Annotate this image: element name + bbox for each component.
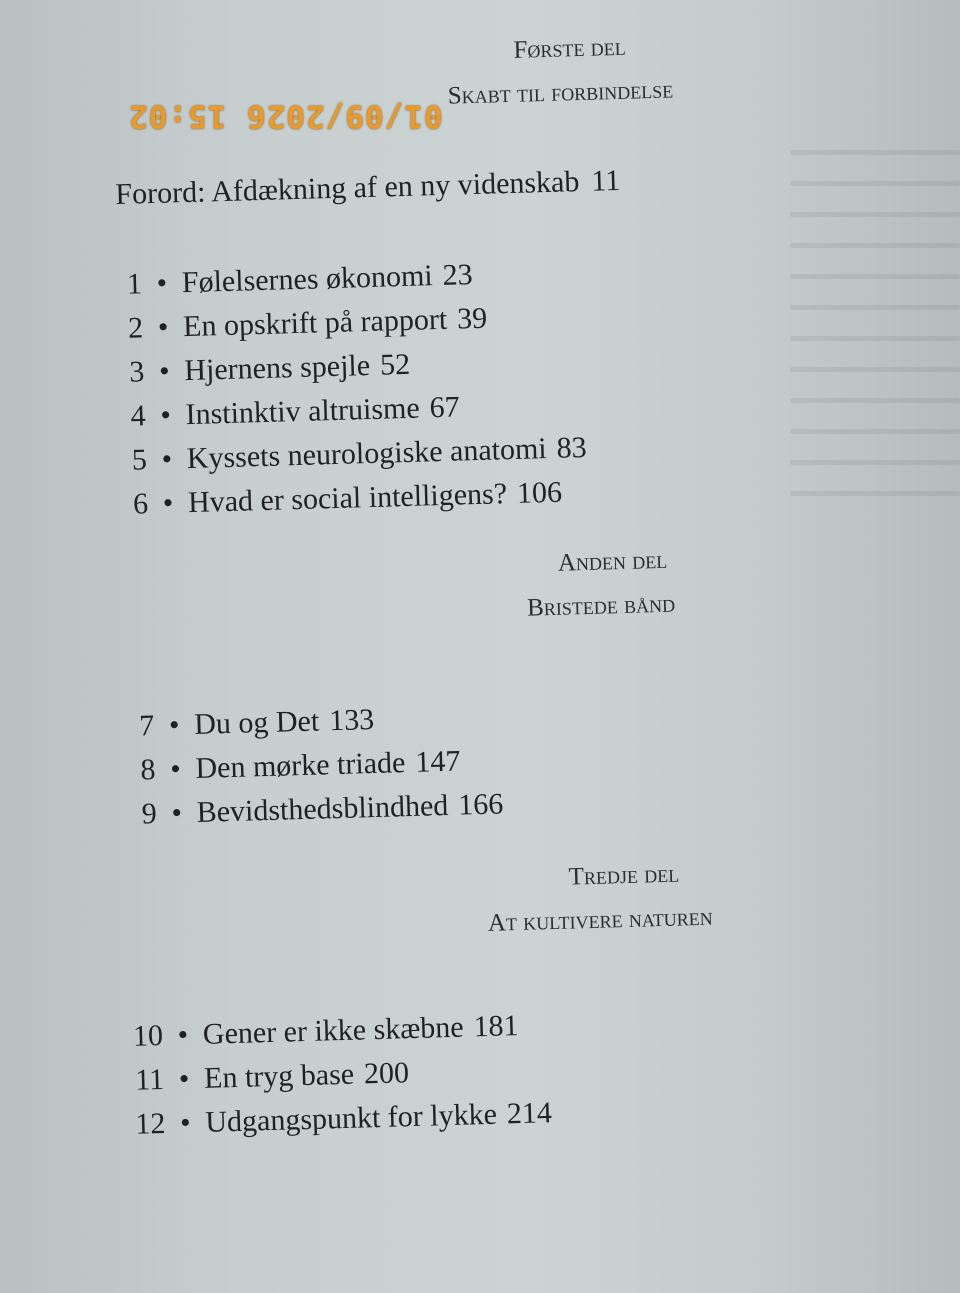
bullet-icon: • [156,266,168,300]
chapter-page: 39 [456,301,488,336]
chapter-3 [106,348,411,390]
camera-date-stamp: 01/09/2026 15:02 [128,98,443,134]
chapter-4 [107,390,460,434]
chapter-number: 1 [126,267,143,301]
bullet-icon: • [162,486,174,520]
chapter-title: Hvad er social intelligens? [187,477,508,520]
chapter-number: 10 [132,1019,164,1053]
part1-title: Skabt til forbindelse [447,76,674,110]
chapter-number: 8 [140,753,156,787]
bullet-icon: • [161,442,173,476]
chapter-page: 147 [414,744,461,779]
chapter-number: 7 [138,709,155,743]
chapter-page: 214 [506,1096,553,1131]
part1-label: Første del [513,33,627,64]
chapter-number: 9 [141,797,158,831]
bullet-icon: • [158,354,171,388]
chapter-title: Hjernens spejle [183,348,371,388]
chapter-page: 106 [516,475,563,510]
chapter-title: Den mørke triade [195,746,406,785]
chapter-page: 133 [328,702,375,738]
chapter-10 [124,1009,519,1054]
chapter-title: En tryg base [203,1057,355,1095]
chapter-page: 67 [429,390,461,425]
chapter-6 [110,476,563,523]
bullet-icon: • [178,1062,190,1096]
bullet-icon: • [168,708,180,742]
chapter-page: 23 [442,258,474,292]
chapter-11 [126,1056,410,1098]
chapter-7 [116,703,375,744]
chapter-page: 200 [363,1056,410,1091]
part3-title: At kultivere naturen [487,903,714,937]
bullet-icon: • [159,398,172,432]
chapter-2 [105,302,488,347]
chapter-title: Gener er ikke skæbne [202,1010,465,1051]
chapter-number: 12 [134,1106,166,1141]
chapter-title: Følelsernes økonomi [181,259,434,300]
chapter-9 [118,787,503,832]
chapter-number: 11 [134,1062,165,1097]
foreword-entry [115,164,621,212]
bullet-icon: • [177,1018,189,1052]
bullet-icon: • [157,310,169,344]
part2-label: Anden del [557,546,668,577]
bullet-icon: • [170,796,183,830]
chapter-title: En opskrift på rapport [182,302,448,344]
chapter-1 [103,258,473,302]
bullet-icon: • [179,1106,192,1140]
chapter-title: Instinktiv altruisme [185,391,421,432]
chapter-page: 83 [556,430,588,465]
chapter-number: 2 [127,311,144,345]
chapter-title: Du og Det [193,704,320,742]
chapter-page: 166 [457,787,504,822]
foreword-title: Forord: Afdækning af en ny videnskab [114,165,580,211]
chapter-page: 52 [379,347,411,382]
chapter-page: 181 [473,1009,519,1044]
foreword-page: 11 [590,163,621,198]
chapter-title: Udgangspunkt for lykke [204,1097,498,1139]
chapter-12 [127,1096,552,1142]
chapter-title: Bevidsthedsblindhed [196,788,449,829]
part3-label: Tredje del [568,860,680,891]
chapter-number: 6 [132,487,149,521]
chapter-title: Kyssets neurologiske anatomi [186,432,548,476]
chapter-5 [108,431,587,478]
chapter-number: 5 [131,443,148,477]
part2-title: Bristede bånd [526,590,676,622]
bullet-icon: • [169,752,182,786]
chapter-number: 3 [128,355,145,389]
chapter-number: 4 [130,399,147,433]
chapter-8 [117,745,461,789]
